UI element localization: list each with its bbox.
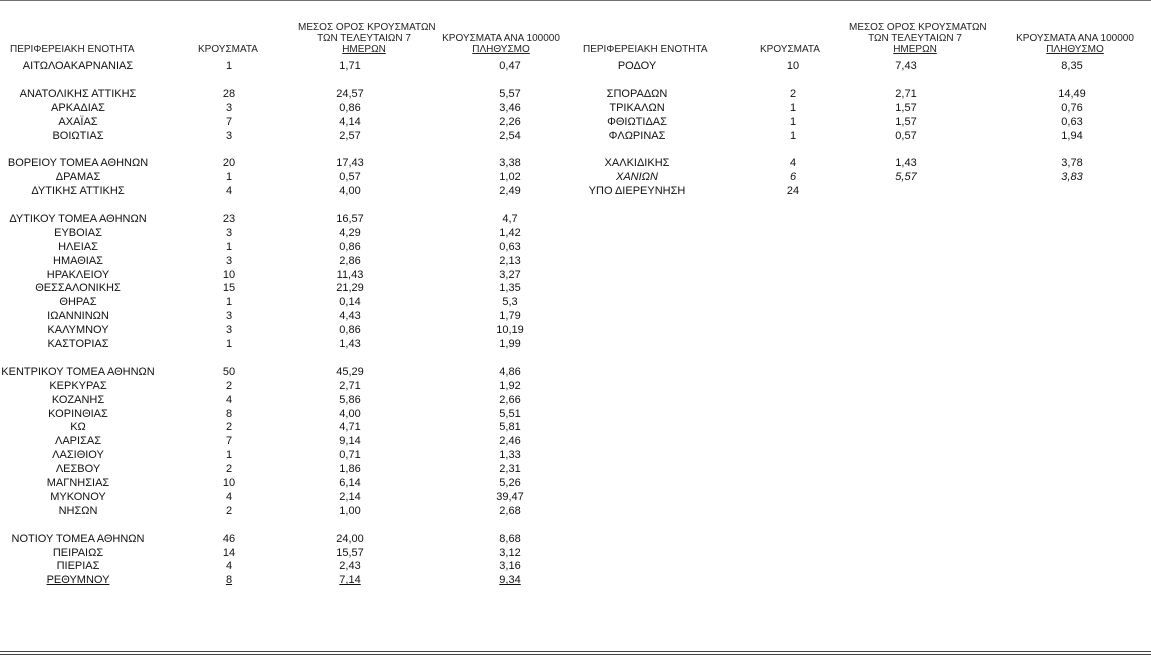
cell-region: ΧΑΝΙΩΝ (616, 171, 658, 184)
cell-per100k: 5,57 (499, 87, 521, 100)
cell-avg7: 2,57 (339, 129, 361, 142)
cell-per100k: 1,35 (499, 282, 521, 295)
cell-cases: 3 (225, 254, 233, 267)
cell-cases: 1 (225, 338, 233, 350)
cell-per100k: 3,83 (1061, 171, 1083, 184)
cell-region: ΒΟΙΩΤΙΑΣ (52, 129, 104, 142)
cell-avg7: 4,00 (339, 407, 361, 420)
cell-region: ΛΕΣΒΟΥ (55, 463, 101, 476)
cell-cases: 3 (225, 310, 233, 323)
cell-cases: 10 (222, 268, 236, 281)
header-region-left (10, 44, 134, 55)
cell-region: ΑΝΑΤΟΛΙΚΗΣ ΑΤΤΙΚΗΣ (19, 87, 137, 100)
cell-cases: 4 (789, 157, 797, 170)
cell-avg7: 4,29 (339, 226, 361, 239)
cell-per100k: 0,47 (499, 60, 521, 72)
cell-cases: 4 (225, 185, 233, 198)
cell-cases: 1 (789, 101, 797, 114)
cell-per100k: 2,68 (499, 504, 521, 517)
header-per100k-line1: ΚΡΟΥΣΜΑΤΑ ΑΝΑ 100000 (1016, 33, 1134, 44)
cell-region: ΦΛΩΡΙΝΑΣ (608, 129, 666, 142)
cell-cases: 24 (786, 185, 800, 198)
cell-avg7: 7,14 (339, 574, 361, 587)
cell-region: ΥΠΟ ΔΙΕΡΕΥΝΗΣΗ (588, 185, 686, 198)
header-per100k-line2: ΠΛΗΘΥΣΜΟ (472, 44, 530, 55)
cell-region: ΒΟΡΕΙΟΥ ΤΟΜΕΑ ΑΘΗΝΩΝ (7, 157, 149, 170)
cell-per100k: 3,12 (499, 546, 521, 559)
cell-cases: 2 (225, 463, 233, 476)
cell-avg7: 0,86 (339, 240, 361, 253)
cell-region: ΗΜΑΘΙΑΣ (53, 254, 103, 267)
cell-per100k: 2,66 (499, 393, 521, 406)
header-avg7-line1: ΜΕΣΟΣ ΟΡΟΣ ΚΡΟΥΣΜΑΤΩΝ (849, 22, 987, 33)
cell-avg7: 1,86 (339, 463, 361, 476)
cell-region: ΜΑΓΝΗΣΙΑΣ (46, 477, 110, 489)
cell-region: ΚΟΖΑΝΗΣ (51, 393, 105, 406)
cell-per100k: 1,33 (499, 449, 521, 462)
cell-cases: 1 (789, 129, 797, 142)
cell-avg7: 24,57 (336, 87, 364, 100)
cell-avg7: 0,86 (339, 101, 361, 114)
cell-per100k: 4,86 (499, 365, 521, 378)
cell-cases: 46 (222, 532, 236, 545)
cell-region: ΛΑΣΙΘΙΟΥ (52, 449, 104, 462)
cell-cases: 2 (225, 379, 233, 392)
cell-region: ΣΠΟΡΑΔΩΝ (606, 87, 668, 100)
cell-per100k: 2,46 (499, 435, 521, 448)
header-cases-left (198, 44, 258, 55)
cell-cases: 1 (789, 115, 797, 128)
cell-region: ΚΩ (70, 421, 86, 434)
cell-per100k: 3,78 (1061, 157, 1083, 170)
cell-per100k: 1,02 (499, 171, 521, 184)
cell-cases: 2 (225, 421, 233, 434)
cell-per100k: 1,92 (499, 379, 521, 392)
cell-cases: 3 (225, 101, 233, 114)
cell-region: ΗΛΕΙΑΣ (58, 240, 98, 253)
cell-region: ΡΟΔΟΥ (617, 60, 657, 72)
cell-avg7: 11,43 (336, 268, 364, 281)
cell-per100k: 1,99 (499, 338, 521, 350)
cell-cases: 10 (222, 477, 236, 489)
cell-avg7: 7,43 (895, 60, 917, 72)
cell-avg7: 2,71 (339, 379, 361, 392)
cell-cases: 4 (225, 490, 233, 503)
cell-region: ΚΑΣΤΟΡΙΑΣ (47, 338, 109, 350)
bottom-rule (0, 651, 1151, 652)
header-avg7-line3: ΗΜΕΡΩΝ (342, 44, 386, 55)
cell-avg7: 4,00 (339, 185, 361, 198)
cell-region: ΚΕΝΤΡΙΚΟΥ ΤΟΜΕΑ ΑΘΗΝΩΝ (1, 365, 155, 378)
cell-region: ΝΟΤΙΟΥ ΤΟΜΕΑ ΑΘΗΝΩΝ (11, 532, 145, 545)
cell-cases: 4 (225, 393, 233, 406)
cell-per100k: 2,31 (499, 463, 521, 476)
cell-avg7: 21,29 (336, 282, 364, 295)
cell-avg7: 0,71 (339, 449, 361, 462)
cell-avg7: 24,00 (336, 532, 364, 545)
cell-region: ΙΩΑΝΝΙΝΩΝ (47, 310, 109, 323)
cell-cases: 1 (225, 296, 233, 309)
cell-region: ΘΗΡΑΣ (59, 296, 97, 309)
cell-region: ΚΑΛΥΜΝΟΥ (47, 324, 109, 337)
cell-region: ΔΥΤΙΚΗΣ ΑΤΤΙΚΗΣ (31, 185, 125, 198)
cell-cases: 20 (222, 157, 236, 170)
cell-avg7: 1,43 (339, 338, 361, 350)
cell-per100k: 5,81 (499, 421, 521, 434)
cell-cases: 3 (225, 324, 233, 337)
cell-avg7: 15,57 (336, 546, 364, 559)
cell-cases: 7 (225, 435, 233, 448)
cell-region: ΚΕΡΚΥΡΑΣ (49, 379, 107, 392)
header-cases-text: ΚΡΟΥΣΜΑΤΑ (760, 44, 820, 55)
cell-region: ΜΥΚΟΝΟΥ (50, 490, 106, 503)
header-region-text: ΠΕΡΙΦΕΡΕΙΑΚΗ ΕΝΟΤΗΤΑ (583, 44, 708, 55)
header-avg7-line2: ΤΩΝ ΤΕΛΕΥΤΑΙΩΝ 7 (317, 33, 411, 44)
cell-avg7: 0,57 (895, 129, 917, 142)
cell-cases: 2 (789, 87, 797, 100)
cell-region: ΤΡΙΚΑΛΩΝ (609, 101, 665, 114)
cell-per100k: 0,63 (499, 240, 521, 253)
cell-cases: 23 (222, 212, 236, 225)
cell-region: ΝΗΣΩΝ (58, 504, 98, 517)
cell-per100k: 2,54 (499, 129, 521, 142)
cell-avg7: 4,71 (339, 421, 361, 434)
header-avg7-right (849, 22, 987, 55)
cell-cases: 7 (225, 115, 233, 128)
header-avg7-line1: ΜΕΣΟΣ ΟΡΟΣ ΚΡΟΥΣΜΑΤΩΝ (298, 22, 436, 33)
cell-per100k: 3,27 (499, 268, 521, 281)
header-cases-right (760, 44, 820, 55)
cell-cases: 8 (225, 407, 233, 420)
cell-region: ΔΡΑΜΑΣ (55, 171, 101, 184)
cell-avg7: 2,14 (339, 490, 361, 503)
cell-avg7: 5,86 (339, 393, 361, 406)
cell-per100k: 5,26 (499, 477, 521, 489)
cell-avg7: 2,43 (339, 560, 361, 573)
cell-per100k: 8,68 (499, 532, 521, 545)
bottom-rule-double (0, 654, 1151, 655)
cell-cases: 14 (222, 546, 236, 559)
cell-avg7: 1,43 (895, 157, 917, 170)
cell-avg7: 0,57 (339, 171, 361, 184)
cell-region: ΡΕΘΥΜΝΟΥ (46, 574, 110, 587)
cell-avg7: 1,57 (895, 101, 917, 114)
cell-cases: 50 (222, 365, 236, 378)
header-per100k-left (438, 33, 564, 55)
cell-avg7: 2,86 (339, 254, 361, 267)
header-avg7-left (298, 22, 436, 55)
cell-avg7: 9,14 (339, 435, 361, 448)
cell-per100k: 1,79 (499, 310, 521, 323)
cell-avg7: 2,71 (895, 87, 917, 100)
cell-avg7: 1,71 (339, 60, 361, 72)
cell-cases: 28 (222, 87, 236, 100)
cell-per100k: 3,16 (499, 560, 521, 573)
cell-per100k: 39,47 (496, 490, 524, 503)
cell-per100k: 3,46 (499, 101, 521, 114)
cell-cases: 10 (786, 60, 800, 72)
cell-region: ΛΑΡΙΣΑΣ (54, 435, 102, 448)
cell-region: ΘΕΣΣΑΛΟΝΙΚΗΣ (35, 282, 121, 295)
cell-per100k: 0,63 (1061, 115, 1083, 128)
cell-avg7: 1,57 (895, 115, 917, 128)
header-avg7-line3: ΗΜΕΡΩΝ (893, 44, 937, 55)
cell-per100k: 2,13 (499, 254, 521, 267)
cell-region: ΑΙΤΩΛΟΑΚΑΡΝΑΝΙΑΣ (22, 60, 134, 72)
cell-per100k: 10,19 (496, 324, 524, 337)
cell-region: ΗΡΑΚΛΕΙΟΥ (46, 268, 110, 281)
cell-region: ΚΟΡΙΝΘΙΑΣ (48, 407, 108, 420)
cell-per100k: 4,7 (502, 212, 518, 225)
cell-per100k: 9,34 (499, 574, 521, 587)
cell-per100k: 1,94 (1061, 129, 1083, 142)
header-cases-text: ΚΡΟΥΣΜΑΤΑ (198, 44, 258, 55)
cell-cases: 15 (222, 282, 236, 295)
header-region-text: ΠΕΡΙΦΕΡΕΙΑΚΗ ΕΝΟΤΗΤΑ (10, 44, 135, 55)
header-avg7-line2: ΤΩΝ ΤΕΛΕΥΤΑΙΩΝ 7 (868, 33, 962, 44)
cell-per100k: 5,51 (499, 407, 521, 420)
cell-per100k: 1,42 (499, 226, 521, 239)
header-per100k-line2: ΠΛΗΘΥΣΜΟ (1046, 44, 1104, 55)
cell-cases: 8 (225, 574, 233, 587)
cell-cases: 1 (225, 449, 233, 462)
cell-region: ΠΙΕΡΙΑΣ (56, 560, 100, 573)
cell-avg7: 1,00 (339, 504, 361, 517)
cell-avg7: 4,14 (339, 115, 361, 128)
top-rule (0, 0, 1151, 1)
cell-region: ΧΑΛΚΙΔΙΚΗΣ (604, 157, 670, 170)
cell-avg7: 16,57 (336, 212, 364, 225)
cell-region: ΑΧΑΪΑΣ (58, 115, 98, 128)
cell-region: ΦΘΙΩΤΙΔΑΣ (607, 115, 667, 128)
cell-cases: 4 (225, 560, 233, 573)
cell-cases: 2 (225, 504, 233, 517)
cell-per100k: 2,26 (499, 115, 521, 128)
cell-avg7: 6,14 (339, 477, 361, 489)
cell-avg7: 17,43 (336, 157, 364, 170)
cell-avg7: 4,43 (339, 310, 361, 323)
cell-per100k: 5,3 (502, 296, 518, 309)
cell-cases: 1 (225, 240, 233, 253)
cell-region: ΕΥΒΟΙΑΣ (54, 226, 102, 239)
header-per100k-right (1005, 33, 1145, 55)
cell-avg7: 0,86 (339, 324, 361, 337)
cell-cases: 3 (225, 129, 233, 142)
cell-region: ΑΡΚΑΔΙΑΣ (51, 101, 105, 114)
cell-per100k: 0,76 (1061, 101, 1083, 114)
cell-avg7: 0,14 (339, 296, 361, 309)
cell-region: ΠΕΙΡΑΙΩΣ (52, 546, 104, 559)
cell-per100k: 14,49 (1058, 87, 1086, 100)
header-region-right (583, 44, 707, 55)
cell-per100k: 8,35 (1061, 60, 1083, 72)
cell-per100k: 3,38 (499, 157, 521, 170)
cell-per100k: 2,49 (499, 185, 521, 198)
cell-cases: 1 (225, 60, 233, 72)
cell-avg7: 45,29 (336, 365, 364, 378)
cell-region: ΔΥΤΙΚΟΥ ΤΟΜΕΑ ΑΘΗΝΩΝ (9, 212, 147, 225)
cell-avg7: 5,57 (895, 171, 917, 184)
cell-cases: 6 (789, 171, 797, 184)
cell-cases: 1 (225, 171, 233, 184)
cell-cases: 3 (225, 226, 233, 239)
header-per100k-line1: ΚΡΟΥΣΜΑΤΑ ΑΝΑ 100000 (442, 33, 560, 44)
